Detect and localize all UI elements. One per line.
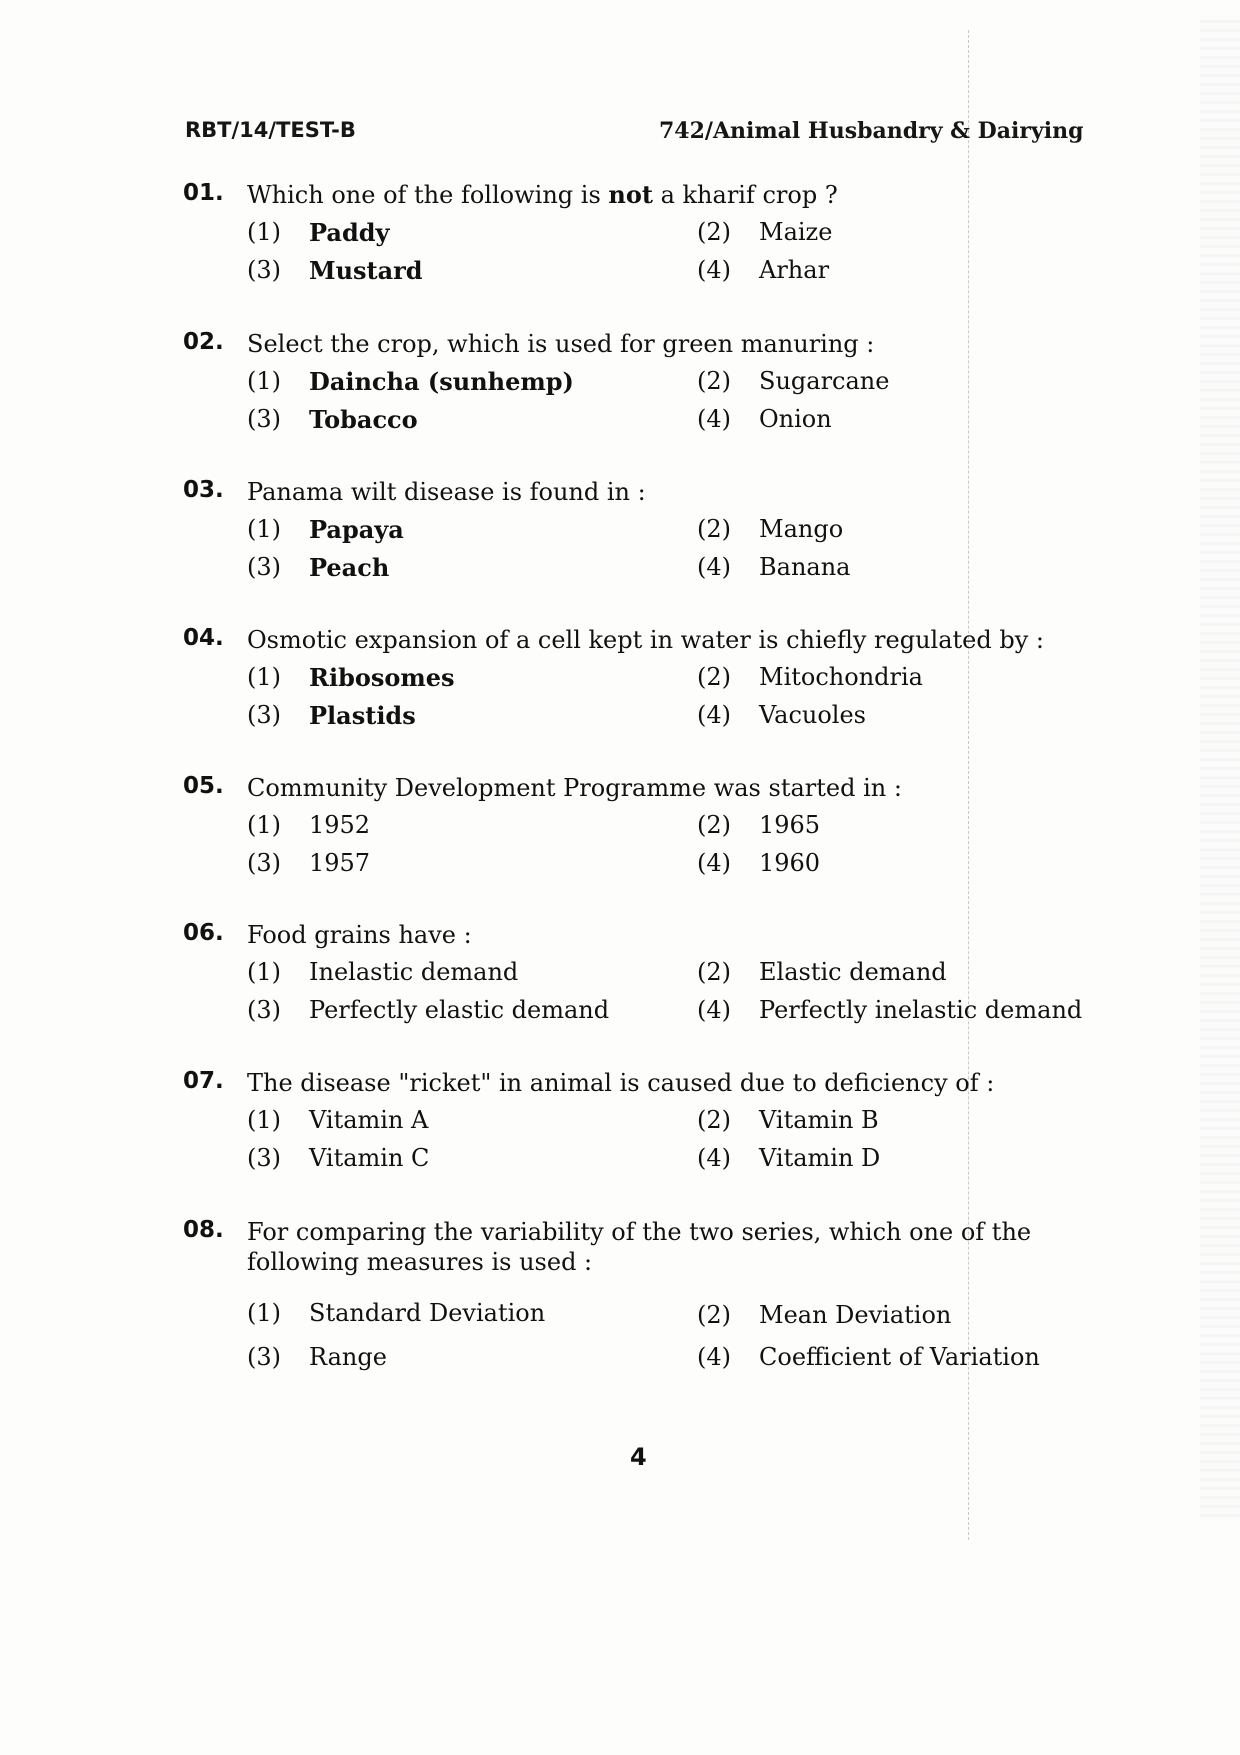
exam-page: RBT/14/TEST-B 742/Animal Husbandry & Dairying 01. Which one of the following is not a kharif crop ? (1) Paddy (2) Maize (3) Mustard (4) Arhar 02. Select the crop, which is used for green manuring : (1) Daincha (sunhemp) (2) Sugarcane (3) Tobacco (4) Onion 03. Panama wilt disease is found in : (1) Papaya (2) Mango (3) Peach (4) Banana 04. Osmotic expansion of a cell kept in water is chiefly regulated by : (1) Ribosomes (2) Mitochondria (3) Plastids (4) Vacuoles 05. Community Development Programme was started in : (1) 1952 (2) 1965 (3) 1957 (4) 1960 06. Food grains have : (1) Inelastic demand (2) Elastic demand (3) Perfectly elastic demand (4) Perfectly inelastic demand 07. The disease "ricket" in animal is caused due to deficiency of : (1) Vitamin A (2) Vitamin B (3) Vitamin C (4) Vitamin D 08. For comparing the variability of the two series, which one of the following measures is used : (1) Standard Deviation (2) Mean Deviation (3) Range (4) Coefficient of Variation 4 (0, 0, 1240, 1755)
question-text: Food grains have : (247, 921, 472, 949)
question-number: 01. (183, 180, 224, 206)
question-text: Community Development Programme was started in : (247, 774, 902, 802)
question-number: 05. (183, 773, 224, 799)
subject-title: 742/Animal Husbandry & Dairying (659, 118, 1084, 144)
scan-edge-shadow (1200, 20, 1240, 1520)
question-number: 08. (183, 1217, 224, 1243)
page-number: 4 (630, 1443, 647, 1471)
question-number: 03. (183, 477, 224, 503)
question-number: 04. (183, 625, 224, 651)
question-text: Panama wilt disease is found in : (247, 478, 646, 506)
question-number: 07. (183, 1068, 224, 1094)
question-text: Which one of the following is not a kharif crop ? (247, 180, 838, 209)
question-text: Select the crop, which is used for green manuring : (247, 330, 875, 358)
question-text: The disease "ricket" in animal is caused due to deficiency of : (247, 1069, 995, 1097)
question-number: 06. (183, 920, 224, 946)
emphasis-not: not (608, 180, 653, 209)
question-number: 02. (183, 329, 224, 355)
page-header (185, 118, 1135, 154)
question-text: Osmotic expansion of a cell kept in water is chiefly regulated by : (247, 626, 1045, 654)
paper-code: RBT/14/TEST-B (185, 118, 356, 142)
question-text: For comparing the variability of the two series, which one of the following measures is used : (247, 1218, 1032, 1276)
